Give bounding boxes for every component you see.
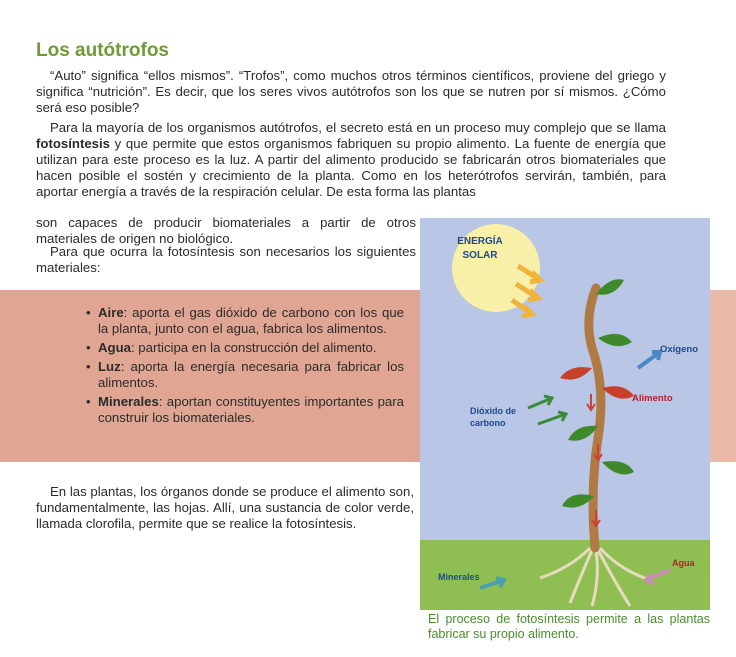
material-term: Aire — [98, 305, 124, 320]
paragraph-autotrofos-meaning: “Auto” significa “ellos mismos”. “Trofos”, como muchos otros términos científicos, proviene del griego y significa “nutrición”. Es decir, que los seres vivos autótrofos son los que se nutren por sí mismos. ¿Cómo será eso posible? — [36, 68, 666, 115]
paragraph-leaves: En las plantas, los órganos donde se produce el alimento son, fundamentalmente, las hojas. Allí, una sustancia de color verde, llamada clorofila, permite que se realice la fotosíntesis. — [36, 484, 414, 531]
energy-label-line2: SOLAR — [462, 250, 498, 261]
water-label: Agua — [672, 558, 695, 568]
material-term: Minerales — [98, 394, 159, 409]
oxygen-label: Oxígeno — [660, 344, 699, 355]
food-label: Alimento — [632, 393, 673, 404]
paragraph-fotosintesis-continued: son capaces de producir biomateriales a partir de otros materiales de origen no biológico. — [36, 215, 416, 246]
list-item-agua — [86, 340, 404, 356]
material-text: : aporta la energía necesaria para fabricar los alimentos. — [98, 359, 404, 390]
paragraph-materials-intro: Para que ocurra la fotosíntesis son necesarios los siguientes materiales: — [36, 244, 416, 275]
co2-label-line2: carbono — [470, 418, 506, 428]
energy-label-line1: ENERGÍA — [457, 236, 503, 247]
photosynthesis-illustration — [420, 218, 710, 610]
co2-label-line1: Dióxido de — [470, 406, 517, 416]
photosynthesis-svg — [420, 218, 710, 610]
minerals-label: Minerales — [438, 572, 480, 582]
list-item-aire — [86, 305, 404, 337]
term-fotosintesis: fotosíntesis — [36, 136, 111, 151]
page-title: Los autótrofos — [36, 40, 169, 61]
list-item-luz — [86, 359, 404, 391]
material-term: Agua — [98, 340, 131, 355]
material-text: : aporta el gas dióxido de carbono con los que la planta, junto con el agua, fabrica los alimentos. — [98, 305, 404, 336]
list-item-minerales — [86, 394, 404, 426]
paragraph-fotosintesis-before: Para la mayoría de los organismos autótrofos, el secreto está en un proceso muy complejo que se llama — [50, 120, 666, 135]
materials-list — [86, 305, 404, 429]
figure-caption: El proceso de fotosíntesis permite a las plantas fabricar su propio alimento. — [428, 612, 710, 641]
material-term: Luz — [98, 359, 121, 374]
material-text: : participa en la construcción del alimento. — [130, 340, 377, 355]
material-text: : aportan constituyentes importantes para construir los biomateriales. — [98, 394, 404, 425]
paragraph-fotosintesis — [36, 120, 666, 200]
paragraph-fotosintesis-after: y que permite que estos organismos fabriquen su propio alimento. La fuente de energía que utilizan para este proceso es la luz. A partir del alimento producido se fabricarán otros biomateriales que hacen posible el sostén y crecimiento de la planta. Como en los heterótrofos servirán, también, para aportar energía a través de la respiración celular. De esta forma las plantas — [36, 136, 666, 199]
